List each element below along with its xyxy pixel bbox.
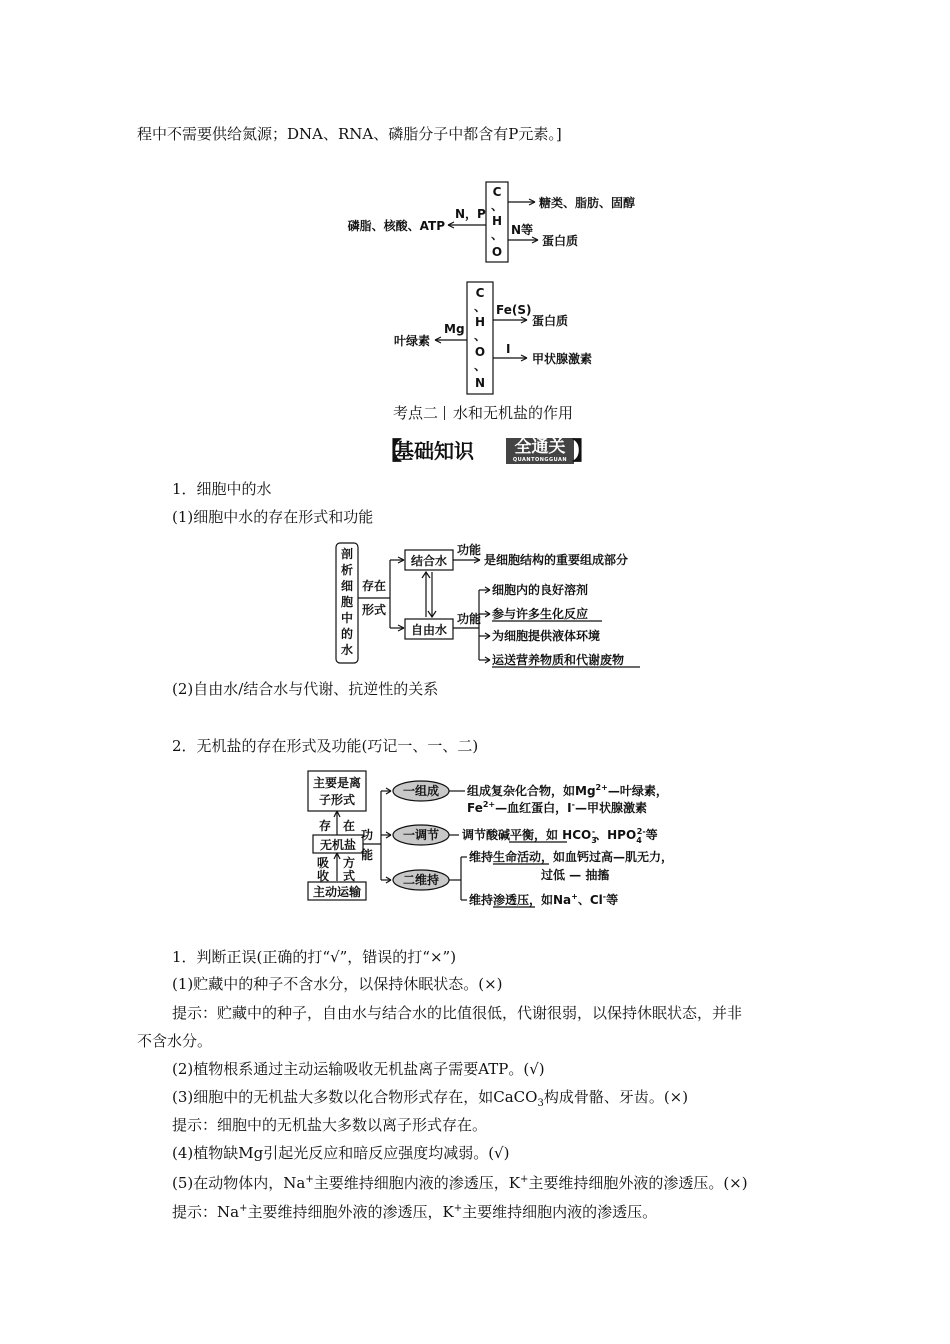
judgement-1-hint-cont: 不含水分。 <box>137 1032 213 1050</box>
svg-text:存在: 存在 <box>362 579 387 593</box>
right-top-products: 糖类、脂肪、固醇 <box>539 196 636 210</box>
section-2-title: 2．无机盐的存在形式及功能(巧记一、一、二) <box>172 737 479 755</box>
svg-text:水: 水 <box>340 643 354 657</box>
free-water: 自由水 <box>410 623 448 637</box>
svg-text:方: 方 <box>343 856 356 870</box>
cho-o: O <box>491 245 503 259</box>
svg-text:收: 收 <box>317 869 330 883</box>
svg-text:一调节: 一调节 <box>402 828 440 842</box>
svg-text:形式: 形式 <box>362 603 387 617</box>
free-water-func-1: 细胞内的良好溶剂 <box>492 583 589 597</box>
svg-text:功能: 功能 <box>457 543 482 557</box>
svg-text:主要是离: 主要是离 <box>312 776 362 790</box>
svg-text:功能: 功能 <box>457 612 482 626</box>
judgement-3: (3)细胞中的无机盐大多数以化合物形式存在，如CaCO$_3$构成骨骼、牙齿。(×) <box>172 1088 689 1109</box>
cho-h: H <box>491 214 503 228</box>
svg-text:、: 、 <box>490 228 504 242</box>
banner-badge: 全通关 QUANTONGGUAN <box>506 438 574 464</box>
section-heading <box>393 403 573 423</box>
svg-text:胞: 胞 <box>340 595 354 609</box>
inorganic-salt: 无机盐 <box>319 838 357 852</box>
section-1-title: 1．细胞中的水 <box>172 480 272 498</box>
n-etc-label: N等 <box>511 223 534 237</box>
water-diagram <box>332 538 662 670</box>
svg-text:C: C <box>475 286 485 300</box>
svg-text:析: 析 <box>340 563 354 577</box>
basic-knowledge-banner: 【 基础知识 全通关 QUANTONGGUAN 】 <box>378 437 596 465</box>
svg-text:能: 能 <box>361 848 374 862</box>
compose-desc-2: $Fe^{2+}—$血红蛋白，I-—甲状腺激素 <box>467 800 647 815</box>
compose-desc-1: 组成复杂化合物，如$Mg^{2+}—$叶绿素， <box>467 783 668 798</box>
judgement-5: (5)在动物体内，Na+主要维持细胞内液的渗透压，K+主要维持细胞外液的渗透压。(×) <box>172 1174 748 1192</box>
svg-text:、: 、 <box>473 359 487 373</box>
fes-label: Fe(S) <box>496 303 532 317</box>
judgement-2: (2)植物根系通过主动运输吸收无机盐离子需要ATP。(√) <box>172 1060 545 1078</box>
judgement-3-hint: 提示：细胞中的无机盐大多数以离子形式存在。 <box>172 1116 488 1134</box>
section-1-1: (1)细胞中水的存在形式和功能 <box>172 508 374 526</box>
right-bottom-products: 蛋白质 <box>542 234 579 248</box>
chlorophyll-label: 叶绿素 <box>393 334 430 348</box>
svg-text:子形式: 子形式 <box>318 793 356 807</box>
svg-text:、: 、 <box>473 300 487 314</box>
iodine-label: I <box>506 342 511 356</box>
judgement-1: (1)贮藏中的种子不含水分，以保持休眠状态。(×) <box>172 975 503 993</box>
svg-text:细: 细 <box>340 579 354 593</box>
svg-text:功: 功 <box>361 828 374 842</box>
judgement-5-hint: 提示：Na+主要维持细胞外液的渗透压，K+主要维持细胞内液的渗透压。 <box>172 1203 658 1221</box>
svg-text:、: 、 <box>490 199 504 213</box>
active-transport: 主动运输 <box>312 885 362 899</box>
svg-text:吸: 吸 <box>317 856 330 870</box>
svg-text:一组成: 一组成 <box>402 784 440 798</box>
free-water-func-2: 参与许多生化反应 <box>492 607 589 621</box>
svg-text:的: 的 <box>340 627 354 641</box>
judgement-4: (4)植物缺Mg引起光反应和暗反应强度均减弱。(√) <box>172 1144 510 1162</box>
regulate-desc: 调节酸碱平衡，如 $HCO_3-$、$HPO_42-$等 <box>462 827 658 845</box>
judgement-title: 1．判断正误(正确的打“√”，错误的打“×”) <box>172 948 457 966</box>
svg-text:中: 中 <box>340 611 354 625</box>
salt-diagram <box>305 767 690 909</box>
maintain-desc-1: 维持生命活动，如血钙过高—肌无力， <box>469 850 674 864</box>
left-products: 磷脂、核酸、ATP <box>347 219 445 233</box>
free-water-func-4: 运送营养物质和代谢废物 <box>492 653 625 667</box>
mg-label: Mg <box>444 322 465 336</box>
svg-text:H: H <box>474 315 486 329</box>
svg-text:存: 存 <box>319 819 332 833</box>
banner-main-text: 基础知识 <box>394 439 474 463</box>
bound-water-function: 是细胞结构的重要组成部分 <box>484 553 629 567</box>
maintain-desc-3: 维持渗透压，如Na+、Cl-等 <box>469 892 619 907</box>
svg-text:剖: 剖 <box>340 547 354 561</box>
kaodian-title: 水和无机盐的作用 <box>453 404 574 422</box>
protein-label: 蛋白质 <box>532 314 569 328</box>
svg-text:在: 在 <box>343 819 356 833</box>
element-diagram-cho <box>335 178 655 268</box>
element-diagram-chon <box>380 278 640 398</box>
section-1-2: (2)自由水/结合水与代谢、抗逆性的关系 <box>172 680 439 698</box>
bound-water: 结合水 <box>410 554 448 568</box>
intro-text: 程中不需要供给氮源；DNA、RNA、磷脂分子中都含有P元素。] <box>137 125 562 143</box>
free-water-func-3: 为细胞提供液体环境 <box>492 629 601 643</box>
maintain-desc-2: 过低 — 抽搐 <box>541 868 610 882</box>
judgement-1-hint: 提示：贮藏中的种子，自由水与结合水的比值很低，代谢很弱，以保持休眠状态，并非 <box>172 1004 743 1022</box>
svg-text:式: 式 <box>343 869 356 883</box>
svg-text:O: O <box>474 345 486 359</box>
svg-text:、: 、 <box>473 329 487 343</box>
np-label: N，P <box>455 207 486 221</box>
kaodian-label: 考点二 <box>393 404 439 422</box>
svg-text:二维持: 二维持 <box>402 873 440 887</box>
thyroxine-label: 甲状腺激素 <box>532 352 593 366</box>
svg-text:N: N <box>474 376 486 390</box>
cho-c: C <box>492 185 502 199</box>
